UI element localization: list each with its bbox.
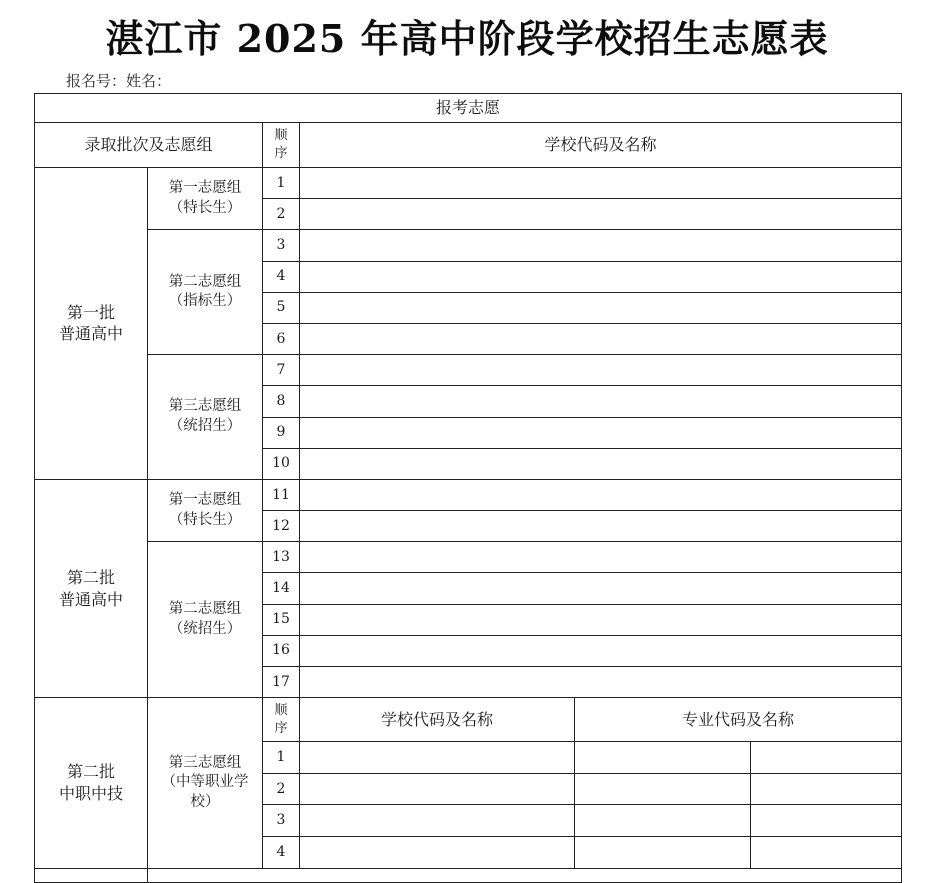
batch-line1: 第二批: [66, 762, 115, 782]
school-entry-field[interactable]: [300, 805, 575, 837]
col-school-header: 学校代码及名称: [300, 698, 575, 742]
group-line1: 第一志愿组: [168, 180, 242, 197]
group-line2: （统招生）: [168, 418, 242, 434]
batch-cell: [35, 479, 148, 697]
school-entry-field[interactable]: [300, 355, 902, 386]
order-cell: 16: [263, 635, 300, 666]
order-cell: 12: [263, 511, 300, 542]
col-order-header: [263, 123, 300, 168]
group-line1: 第二志愿组: [168, 273, 242, 290]
order-cell: 10: [263, 448, 300, 479]
order-cell: 3: [263, 230, 300, 261]
group-line1: 第二志愿组: [168, 601, 242, 618]
school-entry-field[interactable]: [300, 386, 902, 417]
group-line1: 第三志愿组: [168, 398, 242, 415]
school-entry-field[interactable]: [300, 573, 902, 604]
group-line2: （中等职业学: [161, 774, 249, 791]
page-title: 湛江市 2025 年高中阶段学校招生志愿表: [105, 16, 829, 61]
order-cell: 6: [263, 323, 300, 354]
group-cell: [148, 542, 263, 698]
col-order-label: 顺 序: [274, 703, 288, 736]
order-cell: 4: [263, 836, 300, 868]
batch-line1: 第二批: [66, 567, 115, 587]
group-line1: 第一志愿组: [168, 492, 242, 508]
col-batch-group-header: 录取批次及志愿组: [35, 123, 263, 168]
school-entry-field[interactable]: [300, 773, 575, 805]
major-entry-field[interactable]: [575, 805, 751, 837]
school-entry-field[interactable]: [300, 261, 902, 292]
school-entry-field[interactable]: [300, 199, 902, 230]
school-entry-field[interactable]: [300, 168, 902, 199]
order-cell: 4: [263, 261, 300, 292]
school-entry-field[interactable]: [300, 292, 902, 323]
order-cell: 2: [263, 199, 300, 230]
school-entry-field[interactable]: [300, 542, 902, 573]
order-cell: 14: [263, 573, 300, 604]
order-cell: 9: [263, 417, 300, 448]
school-entry-field[interactable]: [300, 323, 902, 354]
major-entry-field[interactable]: [751, 836, 902, 868]
major-entry-field[interactable]: [575, 773, 751, 805]
group-line1: 第三志愿组: [168, 754, 242, 771]
school-entry-field[interactable]: [300, 511, 902, 542]
school-entry-field[interactable]: [300, 635, 902, 666]
batch-line1: 第一批: [66, 302, 115, 322]
order-cell: 15: [263, 604, 300, 635]
major-entry-field[interactable]: [751, 805, 902, 837]
order-cell: 13: [263, 542, 300, 573]
school-entry-field[interactable]: [300, 417, 902, 448]
col-school-header: 学校代码及名称: [300, 123, 902, 168]
col-order-label: 顺 序: [274, 128, 288, 161]
batch-line2: 普通高中: [58, 324, 123, 344]
school-entry-field[interactable]: [300, 667, 902, 698]
order-cell: 5: [263, 292, 300, 323]
order-cell: 8: [263, 386, 300, 417]
major-entry-field[interactable]: [575, 742, 751, 774]
application-form-table: [34, 93, 902, 883]
school-entry-field[interactable]: [300, 448, 902, 479]
group-line2: （指标生）: [168, 293, 242, 310]
order-cell: 17: [263, 667, 300, 698]
order-cell: 3: [263, 805, 300, 837]
order-cell: 7: [263, 355, 300, 386]
order-cell: 1: [263, 168, 300, 199]
order-cell: 11: [263, 479, 300, 510]
group-cell: [148, 168, 263, 230]
group-line2: （特长生）: [168, 511, 242, 528]
batch-cell: [35, 168, 148, 480]
school-entry-field[interactable]: [300, 836, 575, 868]
batch-line2: 普通高中: [58, 589, 123, 609]
major-entry-field[interactable]: [751, 773, 902, 805]
school-entry-field[interactable]: [300, 230, 902, 261]
group-cell: [148, 479, 263, 541]
major-entry-field[interactable]: [751, 742, 902, 774]
group-line3: 校）: [190, 793, 220, 810]
group-cell: [148, 698, 263, 868]
group-line2: （特长生）: [168, 199, 242, 216]
group-line2: （统招生）: [168, 620, 242, 637]
batch-cell: [35, 698, 148, 868]
school-entry-field[interactable]: [300, 479, 902, 510]
col-major-header: 专业代码及名称: [575, 698, 902, 742]
school-entry-field[interactable]: [300, 742, 575, 774]
school-entry-field[interactable]: [300, 604, 902, 635]
form-header: 报考志愿: [35, 94, 902, 123]
order-cell: 1: [263, 742, 300, 774]
group-cell: [148, 355, 263, 480]
group-cell: [148, 230, 263, 355]
col-order-header: [263, 698, 300, 742]
registration-name-line: 报名号：姓名：: [66, 72, 172, 90]
batch-line2: 中职中技: [58, 783, 123, 803]
major-entry-field[interactable]: [575, 836, 751, 868]
order-cell: 2: [263, 773, 300, 805]
